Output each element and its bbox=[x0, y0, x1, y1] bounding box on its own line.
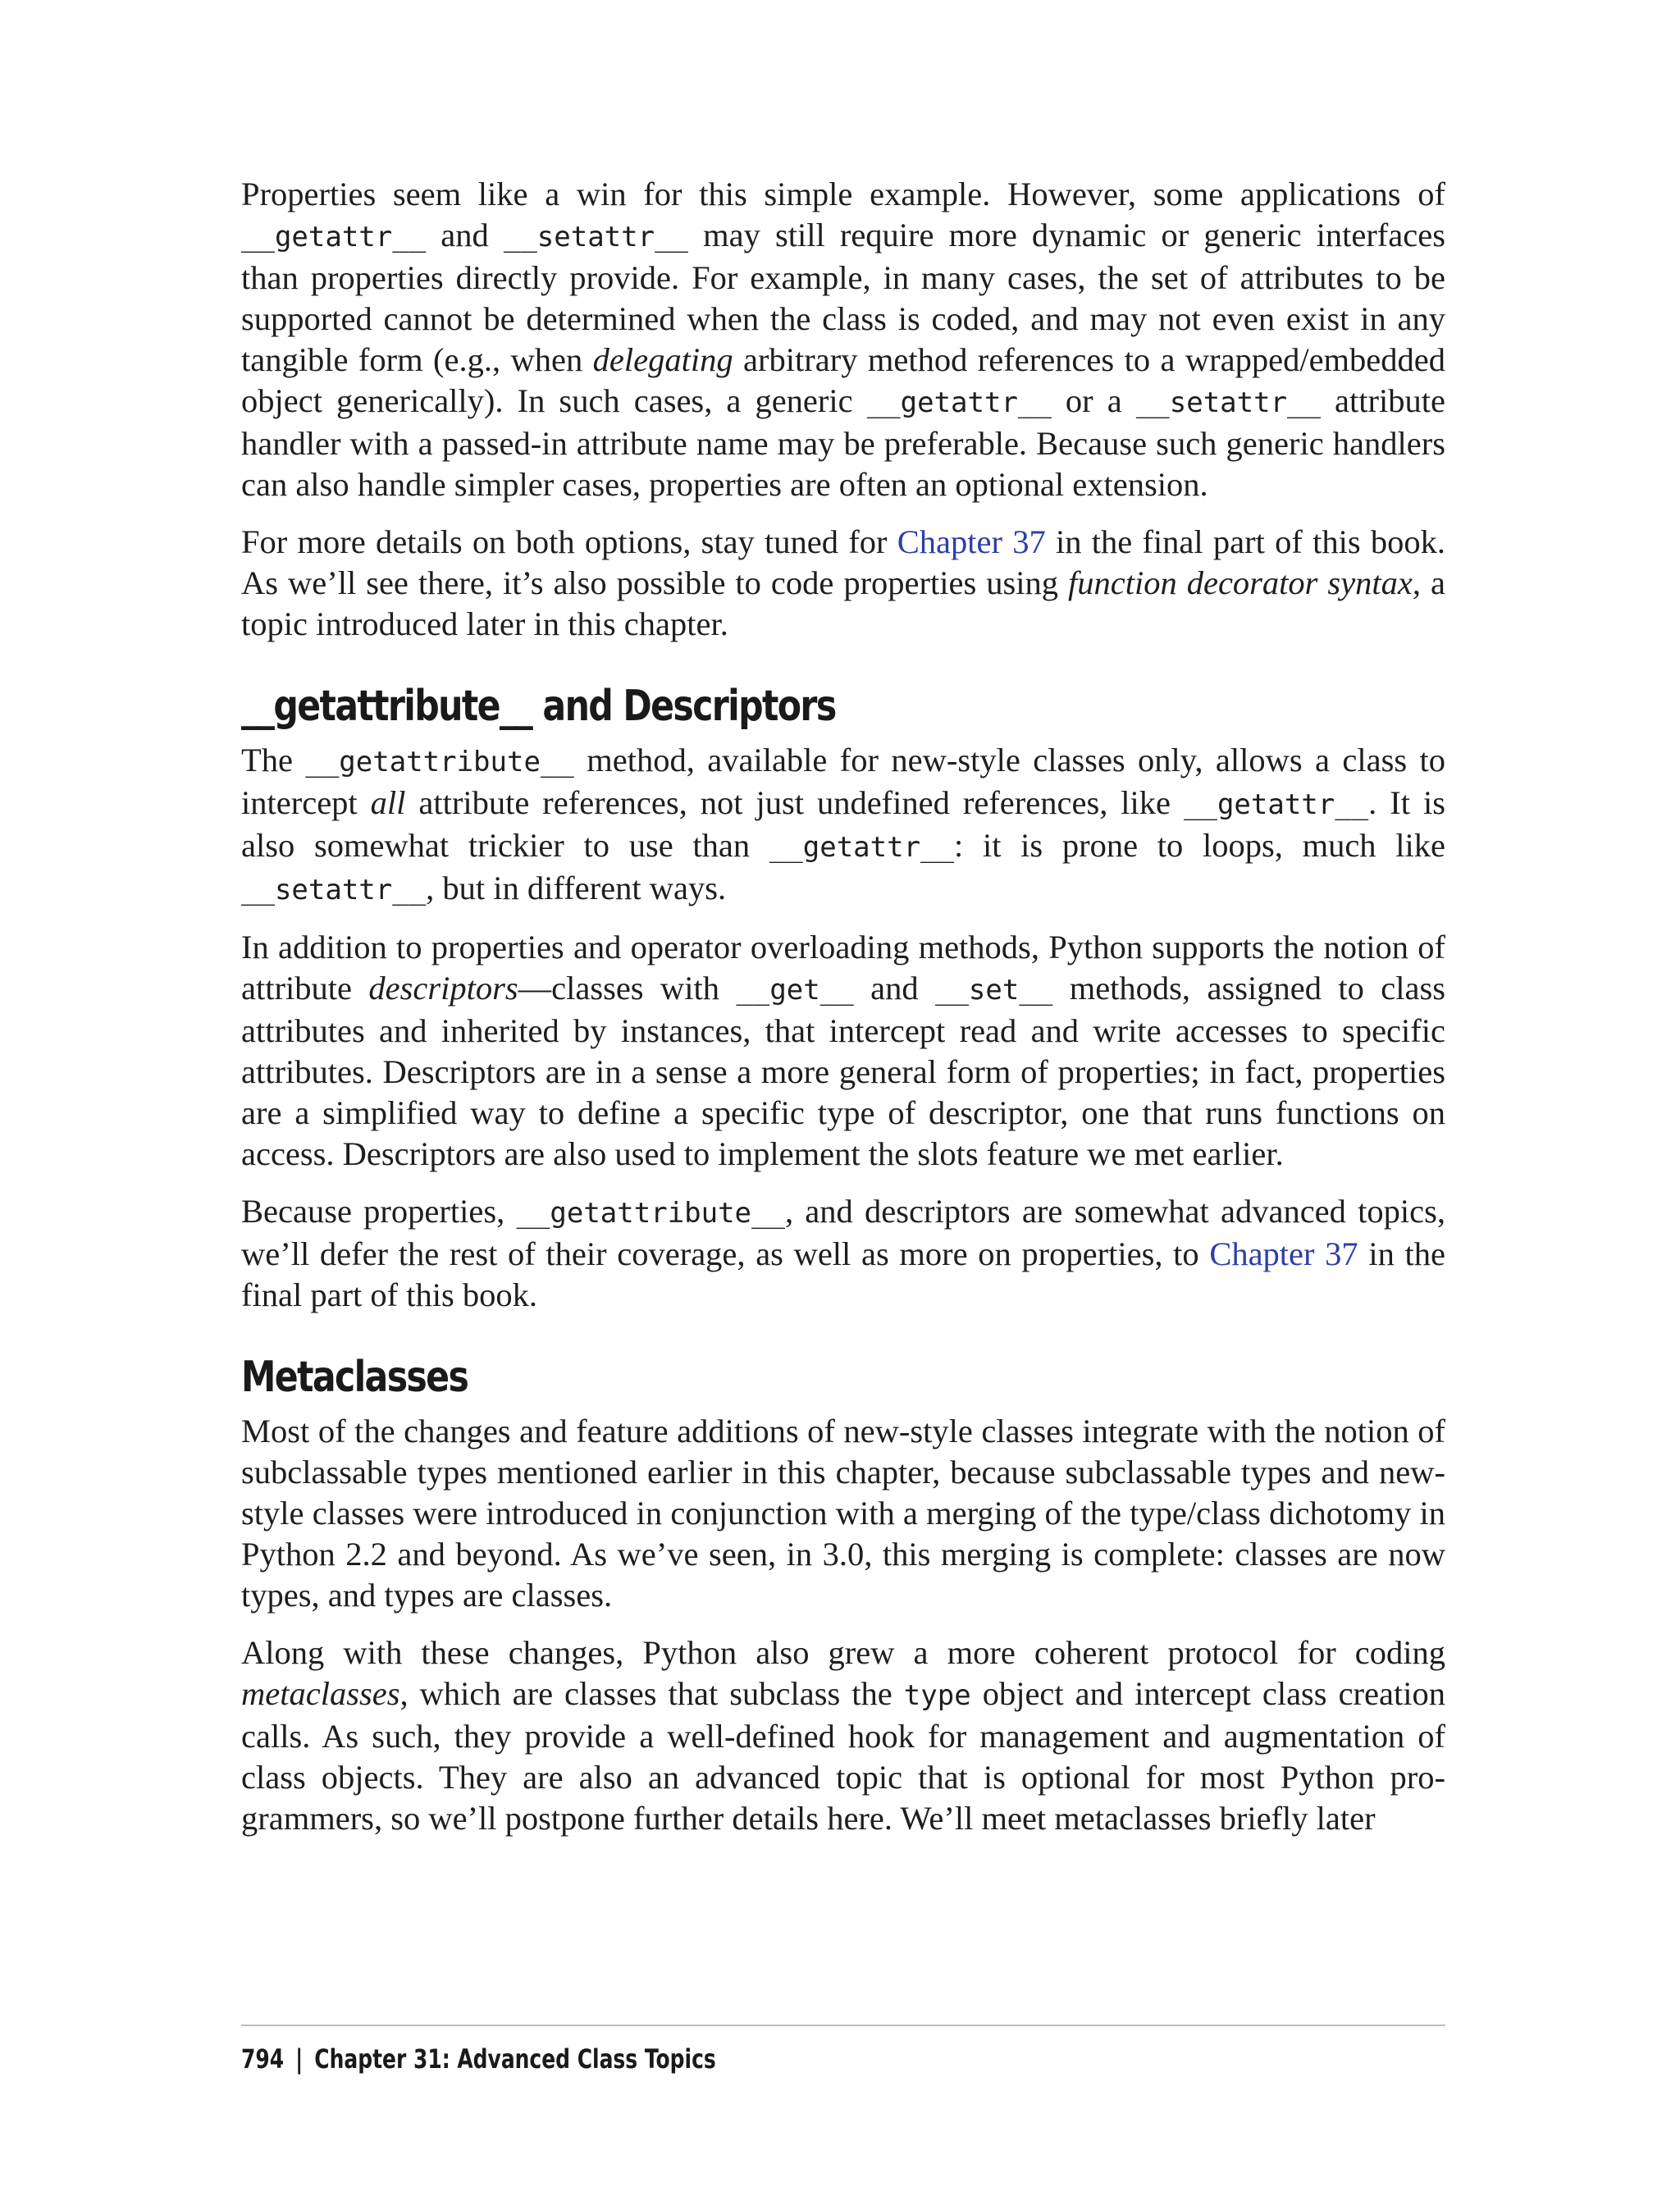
text-run: —classes with bbox=[518, 970, 737, 1007]
text-run: Because properties, bbox=[241, 1193, 517, 1230]
text-run: and bbox=[426, 217, 504, 253]
code-setattr: __setattr__ bbox=[1135, 386, 1321, 419]
text-run: Along with these changes, Python also grew a more coherent protocol for coding bbox=[241, 1634, 1445, 1671]
text-run: Most of the changes and feature additions of new-style classes integrate with the notion of subclassable types mentioned earlier in this chapter, because subclassable types and new-style classes were introduced in conjunction with a merging of the type/class dichotomy in Python 2.2 and beyond. As we’ve seen, in 3.0, this merging is complete: classes are now types, and types are classes. bbox=[241, 1413, 1445, 1614]
text-run: , which are classes that subclass the bbox=[399, 1675, 904, 1712]
code-getattr: __getattr__ bbox=[1184, 788, 1369, 821]
paragraph-defer-coverage bbox=[241, 1191, 1445, 1316]
paragraph-metaclasses bbox=[241, 1632, 1445, 1839]
text-run: , a topic introduced later in this chapter. bbox=[241, 564, 1445, 642]
emphasis-descriptors: descriptors bbox=[368, 970, 518, 1007]
text-run: may still require more dynamic or generic interfaces than properties directly provide. For example, in many cases, the set of attributes to be supported cannot be determined when the class is coded, and may not even exist in any tangible form (e.g., when bbox=[241, 217, 1445, 378]
code-type: type bbox=[903, 1679, 971, 1712]
code-setattr: __setattr__ bbox=[503, 221, 689, 253]
paragraph-descriptors bbox=[241, 927, 1445, 1175]
text-run: methods, assigned to class attributes and inherited by instances, that intercept read and write accesses to specific attributes. Descriptors are in a sense a more general form of properties; in fact, properties are a simplified way to define a specific type of descriptor, one that runs functions on access. Descriptors are also used to implement the slots feature we met earlier. bbox=[241, 970, 1445, 1172]
code-get: __get__ bbox=[736, 974, 854, 1007]
emphasis-all: all bbox=[370, 784, 406, 821]
text-run: . It is also somewhat trickier to use than bbox=[241, 784, 1445, 864]
text-run: and bbox=[853, 970, 935, 1007]
section-heading-getattribute: __getattribute__ and Descriptors bbox=[241, 682, 836, 731]
emphasis-function-decorator-syntax: function decorator syntax bbox=[1068, 564, 1413, 601]
text-run: , but in different ways. bbox=[426, 870, 727, 906]
text-run: object and intercept class creation calls. As such, they provide a well-defined hook for management and augmentation of class objects. They are also an advanced topic that is optional for most Python programmers, so we’ll postpone further details here. We’ll meet metaclasses briefly later bbox=[241, 1675, 1445, 1837]
text-run: Properties seem like a win for this simple example. However, some applications of bbox=[241, 176, 1445, 212]
emphasis-metaclasses: metaclasses bbox=[241, 1675, 400, 1712]
text-run: in the final part of this book. As we’ll see there, it’s also possible to code properties using bbox=[241, 523, 1445, 601]
code-set: __set__ bbox=[934, 974, 1053, 1007]
code-getattribute: __getattribute__ bbox=[516, 1197, 785, 1230]
text-run: or a bbox=[1051, 382, 1136, 419]
code-getattribute: __getattribute__ bbox=[305, 746, 574, 778]
text-run: attribute references, not just undefined references, like bbox=[405, 784, 1184, 821]
paragraph-more-details bbox=[241, 522, 1445, 645]
page-body bbox=[241, 174, 1445, 1856]
paragraph-new-style-changes bbox=[241, 1411, 1445, 1616]
section-heading-metaclasses: Metaclasses bbox=[241, 1353, 468, 1402]
text-run: In addition to properties and operator overloading methods, Python supports the notion of attribute bbox=[241, 929, 1445, 1007]
page-footer bbox=[241, 2025, 1445, 2075]
code-setattr: __setattr__ bbox=[241, 874, 427, 906]
text-run: For more details on both options, stay tuned for bbox=[241, 523, 897, 560]
paragraph-getattribute bbox=[241, 740, 1445, 911]
text-run: method, available for new-style classes only, allows a class to intercept bbox=[241, 742, 1446, 821]
paragraph-properties-win bbox=[241, 174, 1445, 505]
footer-separator: | bbox=[295, 2043, 304, 2075]
footer-label bbox=[241, 2043, 716, 2075]
page-number: 794 bbox=[241, 2043, 285, 2075]
text-run: attribute handler with a passed-in attribute name may be preferable. Because such generic handlers can also handle simpler cases, properties are often an optional extension. bbox=[241, 382, 1446, 503]
text-run: The bbox=[241, 742, 306, 778]
emphasis-delegating: delegating bbox=[592, 341, 733, 378]
chapter-37-link[interactable]: Chapter 37 bbox=[1209, 1235, 1358, 1272]
code-getattr: __getattr__ bbox=[241, 221, 427, 253]
code-getattr: __getattr__ bbox=[769, 831, 954, 864]
text-run: , and descriptors are somewhat advanced topics, we’ll defer the rest of their coverage, as well as more on properties, to bbox=[241, 1193, 1445, 1272]
chapter-37-link[interactable]: Chapter 37 bbox=[897, 523, 1046, 560]
text-run: arbitrary method references to a wrapped/embedded object generically). In such cases, a generic bbox=[241, 341, 1445, 419]
footer-chapter-title: Chapter 31: Advanced Class Topics bbox=[314, 2043, 716, 2075]
code-getattr: __getattr__ bbox=[866, 386, 1052, 419]
text-run: in the final part of this book. bbox=[241, 1235, 1445, 1313]
text-run: : it is prone to loops, much like bbox=[954, 827, 1445, 864]
